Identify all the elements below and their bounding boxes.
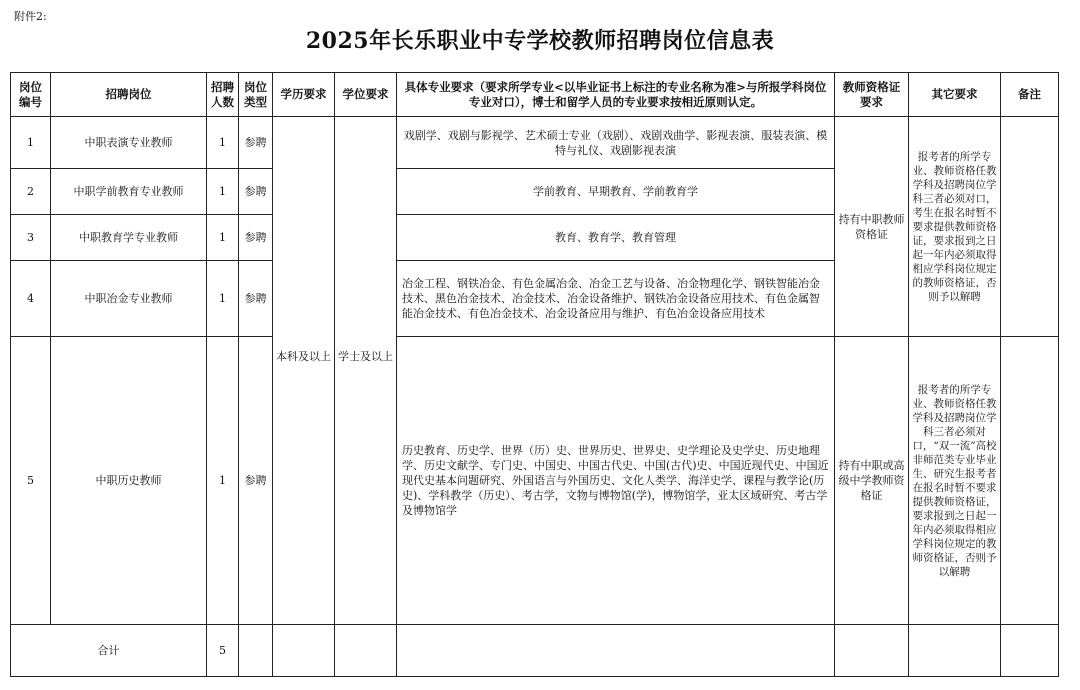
row-post: 中职学前教育专业教师 bbox=[51, 169, 207, 215]
row-count: 1 bbox=[207, 117, 239, 169]
row-type: 参聘 bbox=[239, 337, 273, 625]
header-other: 其它要求 bbox=[909, 73, 1001, 117]
row-no: 3 bbox=[11, 215, 51, 261]
header-count: 招聘人数 bbox=[207, 73, 239, 117]
other-b: 报考者的所学专业、教师资格任教学科及招聘岗位学科三者必须对口，“双一流”高校非师范类专业毕业生、研究生报考者在报名时暂不要求提供教师资格证，要求报到之日起一年内必须取得相应学科岗位规定的教师资格证，否则予以解聘 bbox=[909, 337, 1001, 625]
row-count: 1 bbox=[207, 215, 239, 261]
row-count: 1 bbox=[207, 169, 239, 215]
attachment-label: 附件2: bbox=[14, 10, 47, 23]
table-row bbox=[11, 337, 1059, 625]
row-type: 参聘 bbox=[239, 169, 273, 215]
other-a: 报考者的所学专业、教师资格任教学科及招聘岗位学科三者必须对口，考生在报名时暂不要求提供教师资格证，要求报到之日起一年内必须取得相应学科岗位规定的教师资格证，否则予以解聘 bbox=[909, 117, 1001, 337]
education-value: 本科及以上 bbox=[276, 350, 331, 363]
education-cell bbox=[273, 117, 335, 625]
cert-a: 持有中职教师资格证 bbox=[835, 117, 909, 337]
row-post: 中职教育学专业教师 bbox=[51, 215, 207, 261]
row-type: 参聘 bbox=[239, 215, 273, 261]
total-label: 合计 bbox=[11, 625, 207, 677]
header-degree: 学位要求 bbox=[335, 73, 397, 117]
degree-value: 学士及以上 bbox=[338, 350, 393, 363]
row-no: 2 bbox=[11, 169, 51, 215]
row-count: 1 bbox=[207, 261, 239, 337]
total-empty bbox=[1001, 625, 1059, 677]
remark-a bbox=[1001, 117, 1059, 337]
total-empty bbox=[397, 625, 835, 677]
cert-b: 持有中职或高级中学教师资格证 bbox=[835, 337, 909, 625]
row-major: 学前教育、早期教育、学前教育学 bbox=[397, 169, 835, 215]
total-empty bbox=[835, 625, 909, 677]
degree-cell bbox=[335, 117, 397, 625]
header-post-code: 岗位编号 bbox=[11, 73, 51, 117]
header-row bbox=[11, 73, 1059, 117]
total-empty bbox=[909, 625, 1001, 677]
row-count: 1 bbox=[207, 337, 239, 625]
row-post: 中职历史教师 bbox=[51, 337, 207, 625]
row-no: 4 bbox=[11, 261, 51, 337]
total-empty bbox=[239, 625, 273, 677]
row-post: 中职冶金专业教师 bbox=[51, 261, 207, 337]
row-major: 戏剧学、戏剧与影视学、艺术硕士专业（戏剧）、戏剧戏曲学、影视表演、服装表演、模特与礼仪、戏剧影视表演 bbox=[397, 117, 835, 169]
row-major: 教育、教育学、教育管理 bbox=[397, 215, 835, 261]
remark-b bbox=[1001, 337, 1059, 625]
row-major: 历史教育、历史学、世界（历）史、世界历史、世界史、史学理论及史学史、历史地理学、历史文献学、专门史、中国史、中国古代史、中国(古代)史、中国近现代史、中国近现代史基本问题研究、外国语言与外国历史、文化人类学、海洋史学、课程与教学论(历史)、学科教学（历史）、考古学，文物与博物馆(学)，博物馆学，亚太区域研究、考古学及博物馆学 bbox=[397, 337, 835, 625]
header-cert: 教师资格证要求 bbox=[835, 73, 909, 117]
header-post: 招聘岗位 bbox=[51, 73, 207, 117]
page-title: 2025年长乐职业中专学校教师招聘岗位信息表 bbox=[305, 28, 775, 54]
row-post: 中职表演专业教师 bbox=[51, 117, 207, 169]
row-type: 参聘 bbox=[239, 117, 273, 169]
header-major: 具体专业要求（要求所学专业<以毕业证书上标注的专业名称为准>与所报学科岗位专业对口），博士和留学人员的专业要求按相近原则认定。 bbox=[397, 73, 835, 117]
table-row bbox=[11, 117, 1059, 169]
header-remark: 备注 bbox=[1001, 73, 1059, 117]
total-empty bbox=[335, 625, 397, 677]
header-type: 岗位类型 bbox=[239, 73, 273, 117]
recruitment-table bbox=[10, 72, 1059, 677]
row-no: 1 bbox=[11, 117, 51, 169]
row-type: 参聘 bbox=[239, 261, 273, 337]
header-education: 学历要求 bbox=[273, 73, 335, 117]
row-no: 5 bbox=[11, 337, 51, 625]
row-major: 冶金工程、钢铁冶金、有色金属冶金、冶金工艺与设备、冶金物理化学、钢铁智能冶金技术、黑色冶金技术、冶金技术、冶金设备维护、钢铁冶金设备应用技术、有色金属智能冶金技术、有色冶金技术、冶金设备应用与维护、有色冶金设备应用技术 bbox=[397, 261, 835, 337]
total-count: 5 bbox=[207, 625, 239, 677]
total-row bbox=[11, 625, 1059, 677]
total-empty bbox=[273, 625, 335, 677]
